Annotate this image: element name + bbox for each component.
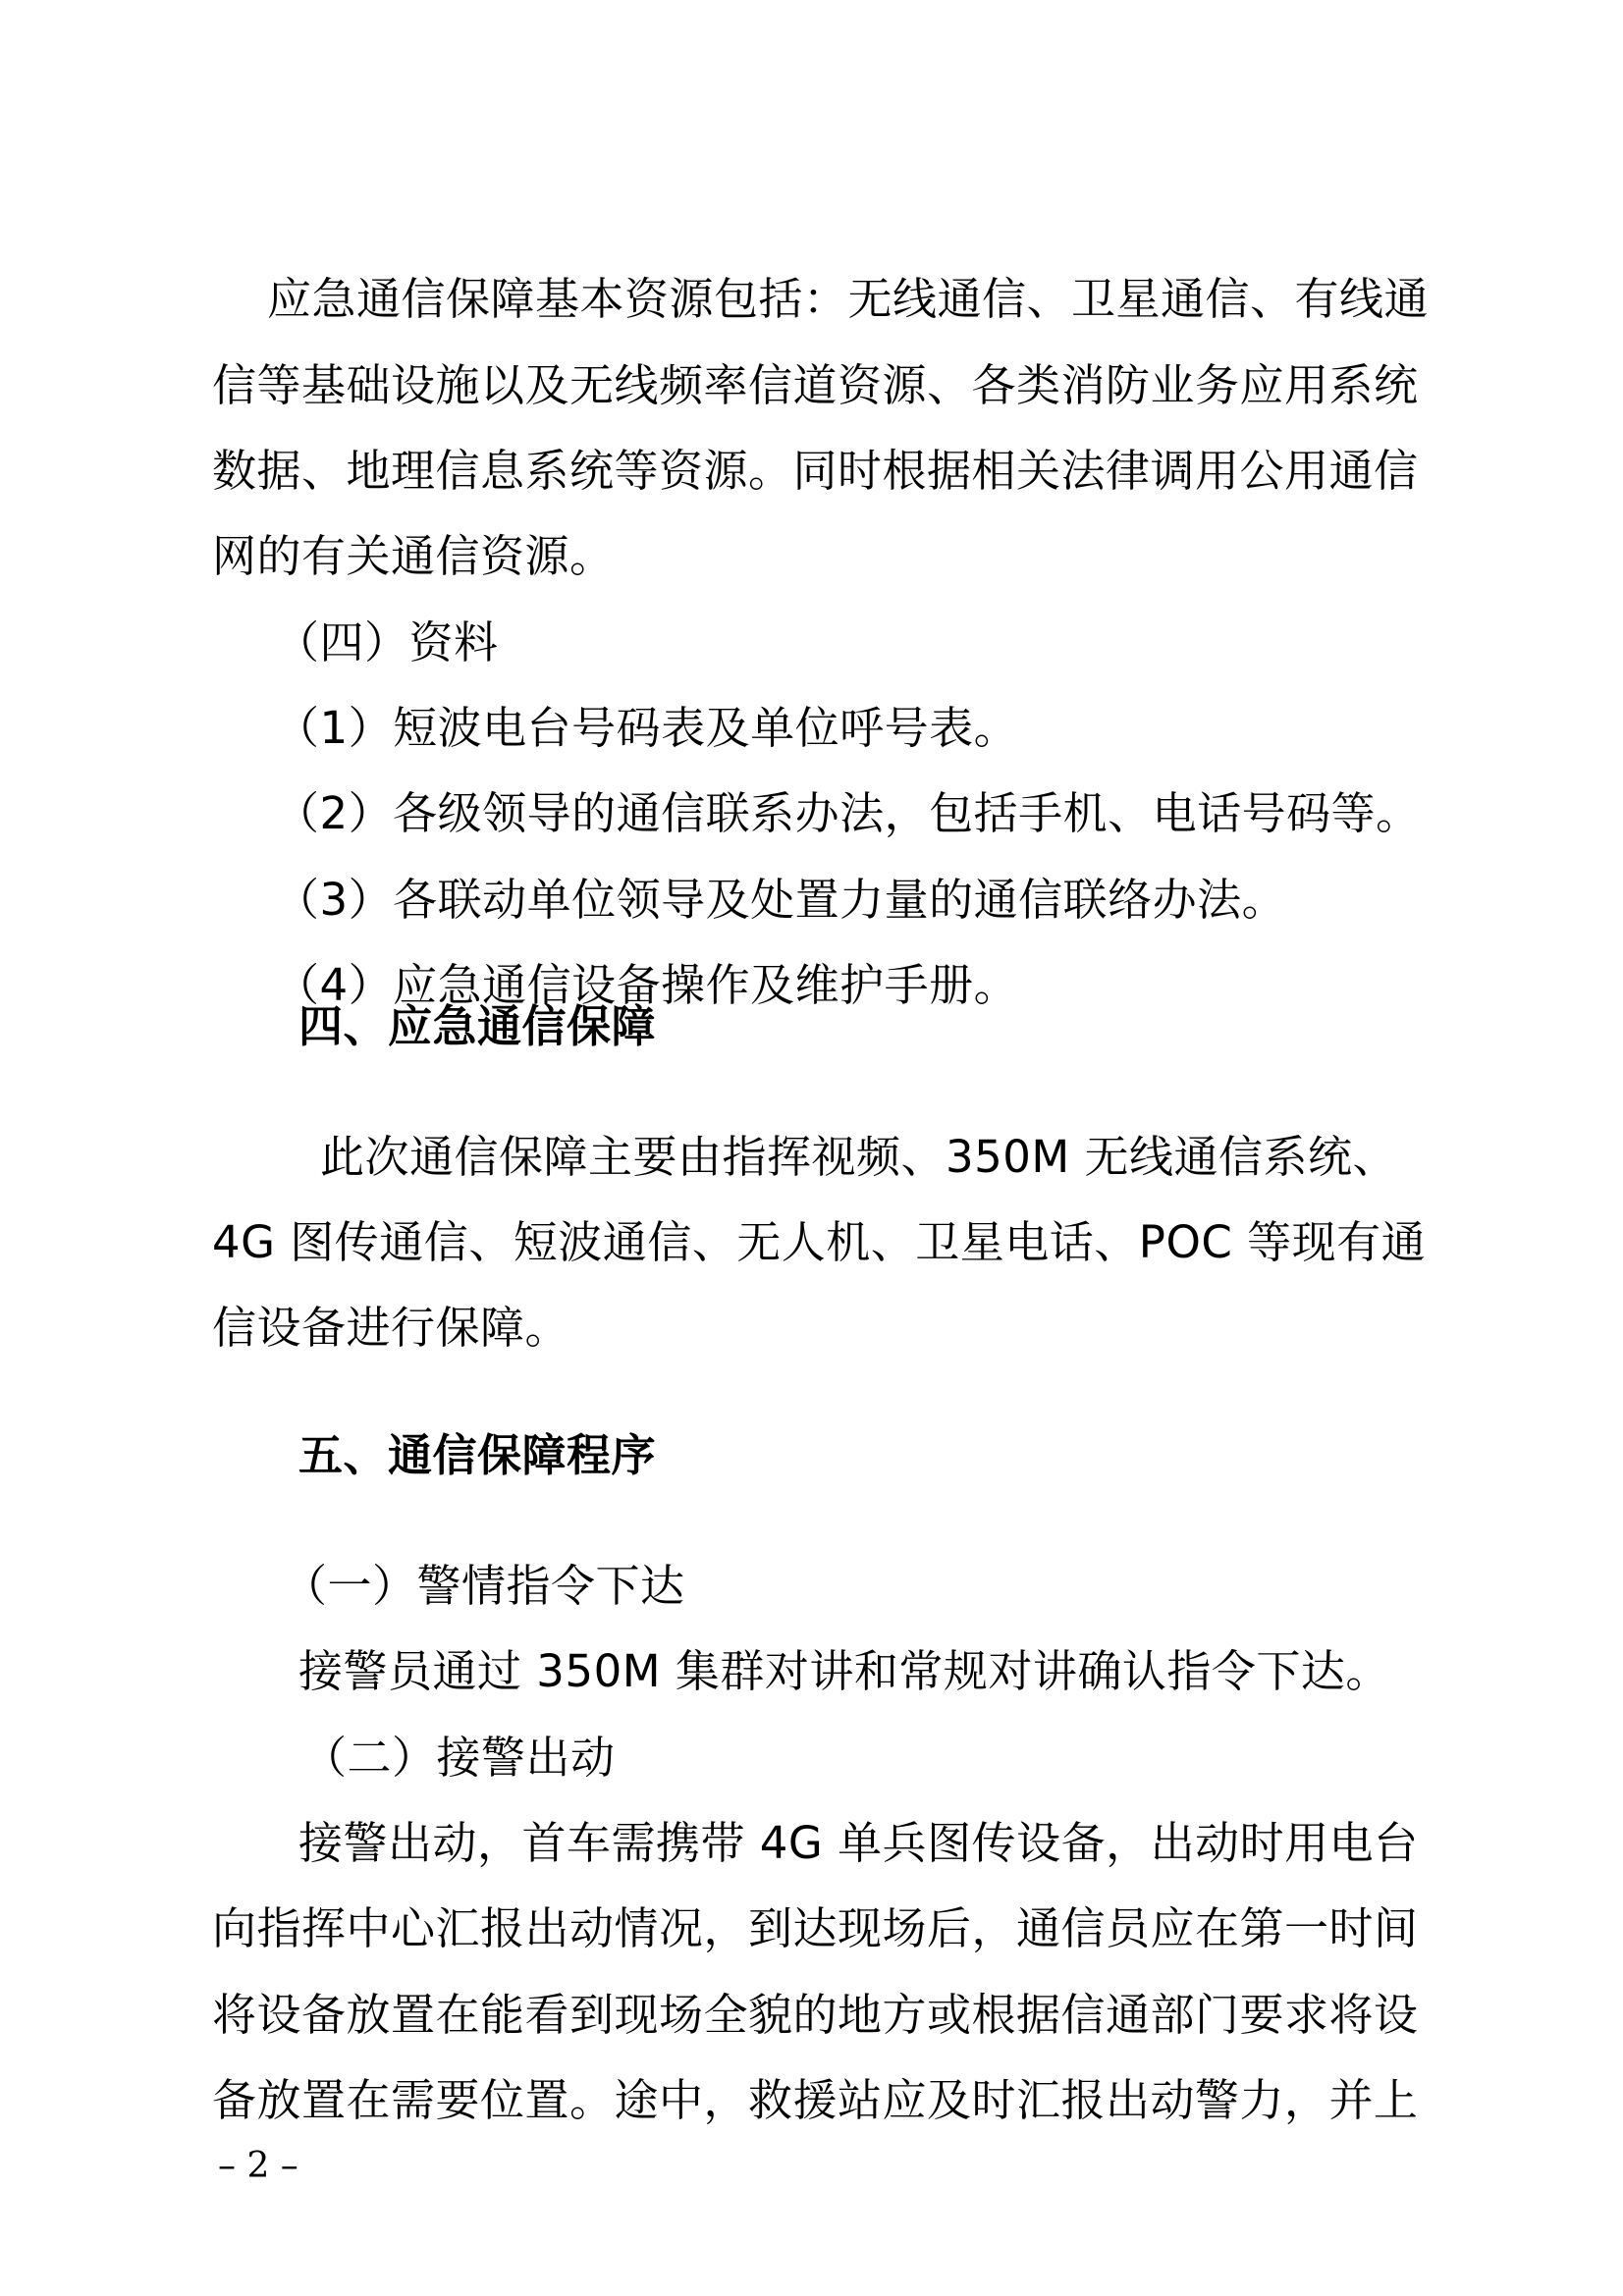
dispatch-line-4: 备放置在需要位置。途中，救援站应及时汇报出动警力，并上 (212, 2074, 1419, 2126)
resources-line-1: 应急通信保障基本资源包括：无线通信、卫星通信、有线通 (267, 273, 1430, 325)
section-four-heading: 四、应急通信保障 (298, 1000, 657, 1052)
dispatch-heading: （二）接警出动 (302, 1732, 616, 1784)
alarm-heading: （一）警情指令下达 (283, 1560, 685, 1612)
page-number: – 2 – (218, 2146, 298, 2186)
section-five-heading: 五、通信保障程序 (298, 1429, 657, 1481)
dispatch-line-1: 接警出动，首车需携带 4G 单兵图传设备，出动时用电台 (298, 1817, 1419, 1869)
material-item-3: （3）各联动单位领导及处置力量的通信联络办法。 (275, 874, 1287, 926)
section-four-line-2: 4G 图传通信、短波通信、无人机、卫星电话、POC 等现有通 (212, 1216, 1427, 1268)
alarm-text: 接警员通过 350M 集群对讲和常规对讲确认指令下达。 (298, 1645, 1390, 1697)
dispatch-line-3: 将设备放置在能看到现场全貌的地方或根据信通部门要求将设 (212, 1989, 1419, 2041)
materials-heading: （四）资料 (275, 616, 499, 668)
resources-line-2: 信等基础设施以及无线频率信道资源、各类消防业务应用系统 (212, 359, 1419, 411)
dispatch-line-2: 向指挥中心汇报出动情况，到达现场后，通信员应在第一时间 (212, 1902, 1419, 1954)
resources-line-3: 数据、地理信息系统等资源。同时根据相关法律调用公用通信 (212, 445, 1419, 497)
resources-line-4: 网的有关通信资源。 (212, 530, 615, 582)
material-item-2: （2）各级领导的通信联系办法，包括手机、电话号码等。 (275, 787, 1421, 839)
material-item-1: （1）短波电台号码表及单位呼号表。 (275, 702, 1019, 754)
material-item-4: （4）应急通信设备操作及维护手册。 (275, 959, 1019, 1011)
section-four-line-1: 此次通信保障主要由指挥视频、350M 无线通信系统、 (320, 1131, 1398, 1183)
section-four-line-3: 信设备进行保障。 (212, 1302, 570, 1354)
